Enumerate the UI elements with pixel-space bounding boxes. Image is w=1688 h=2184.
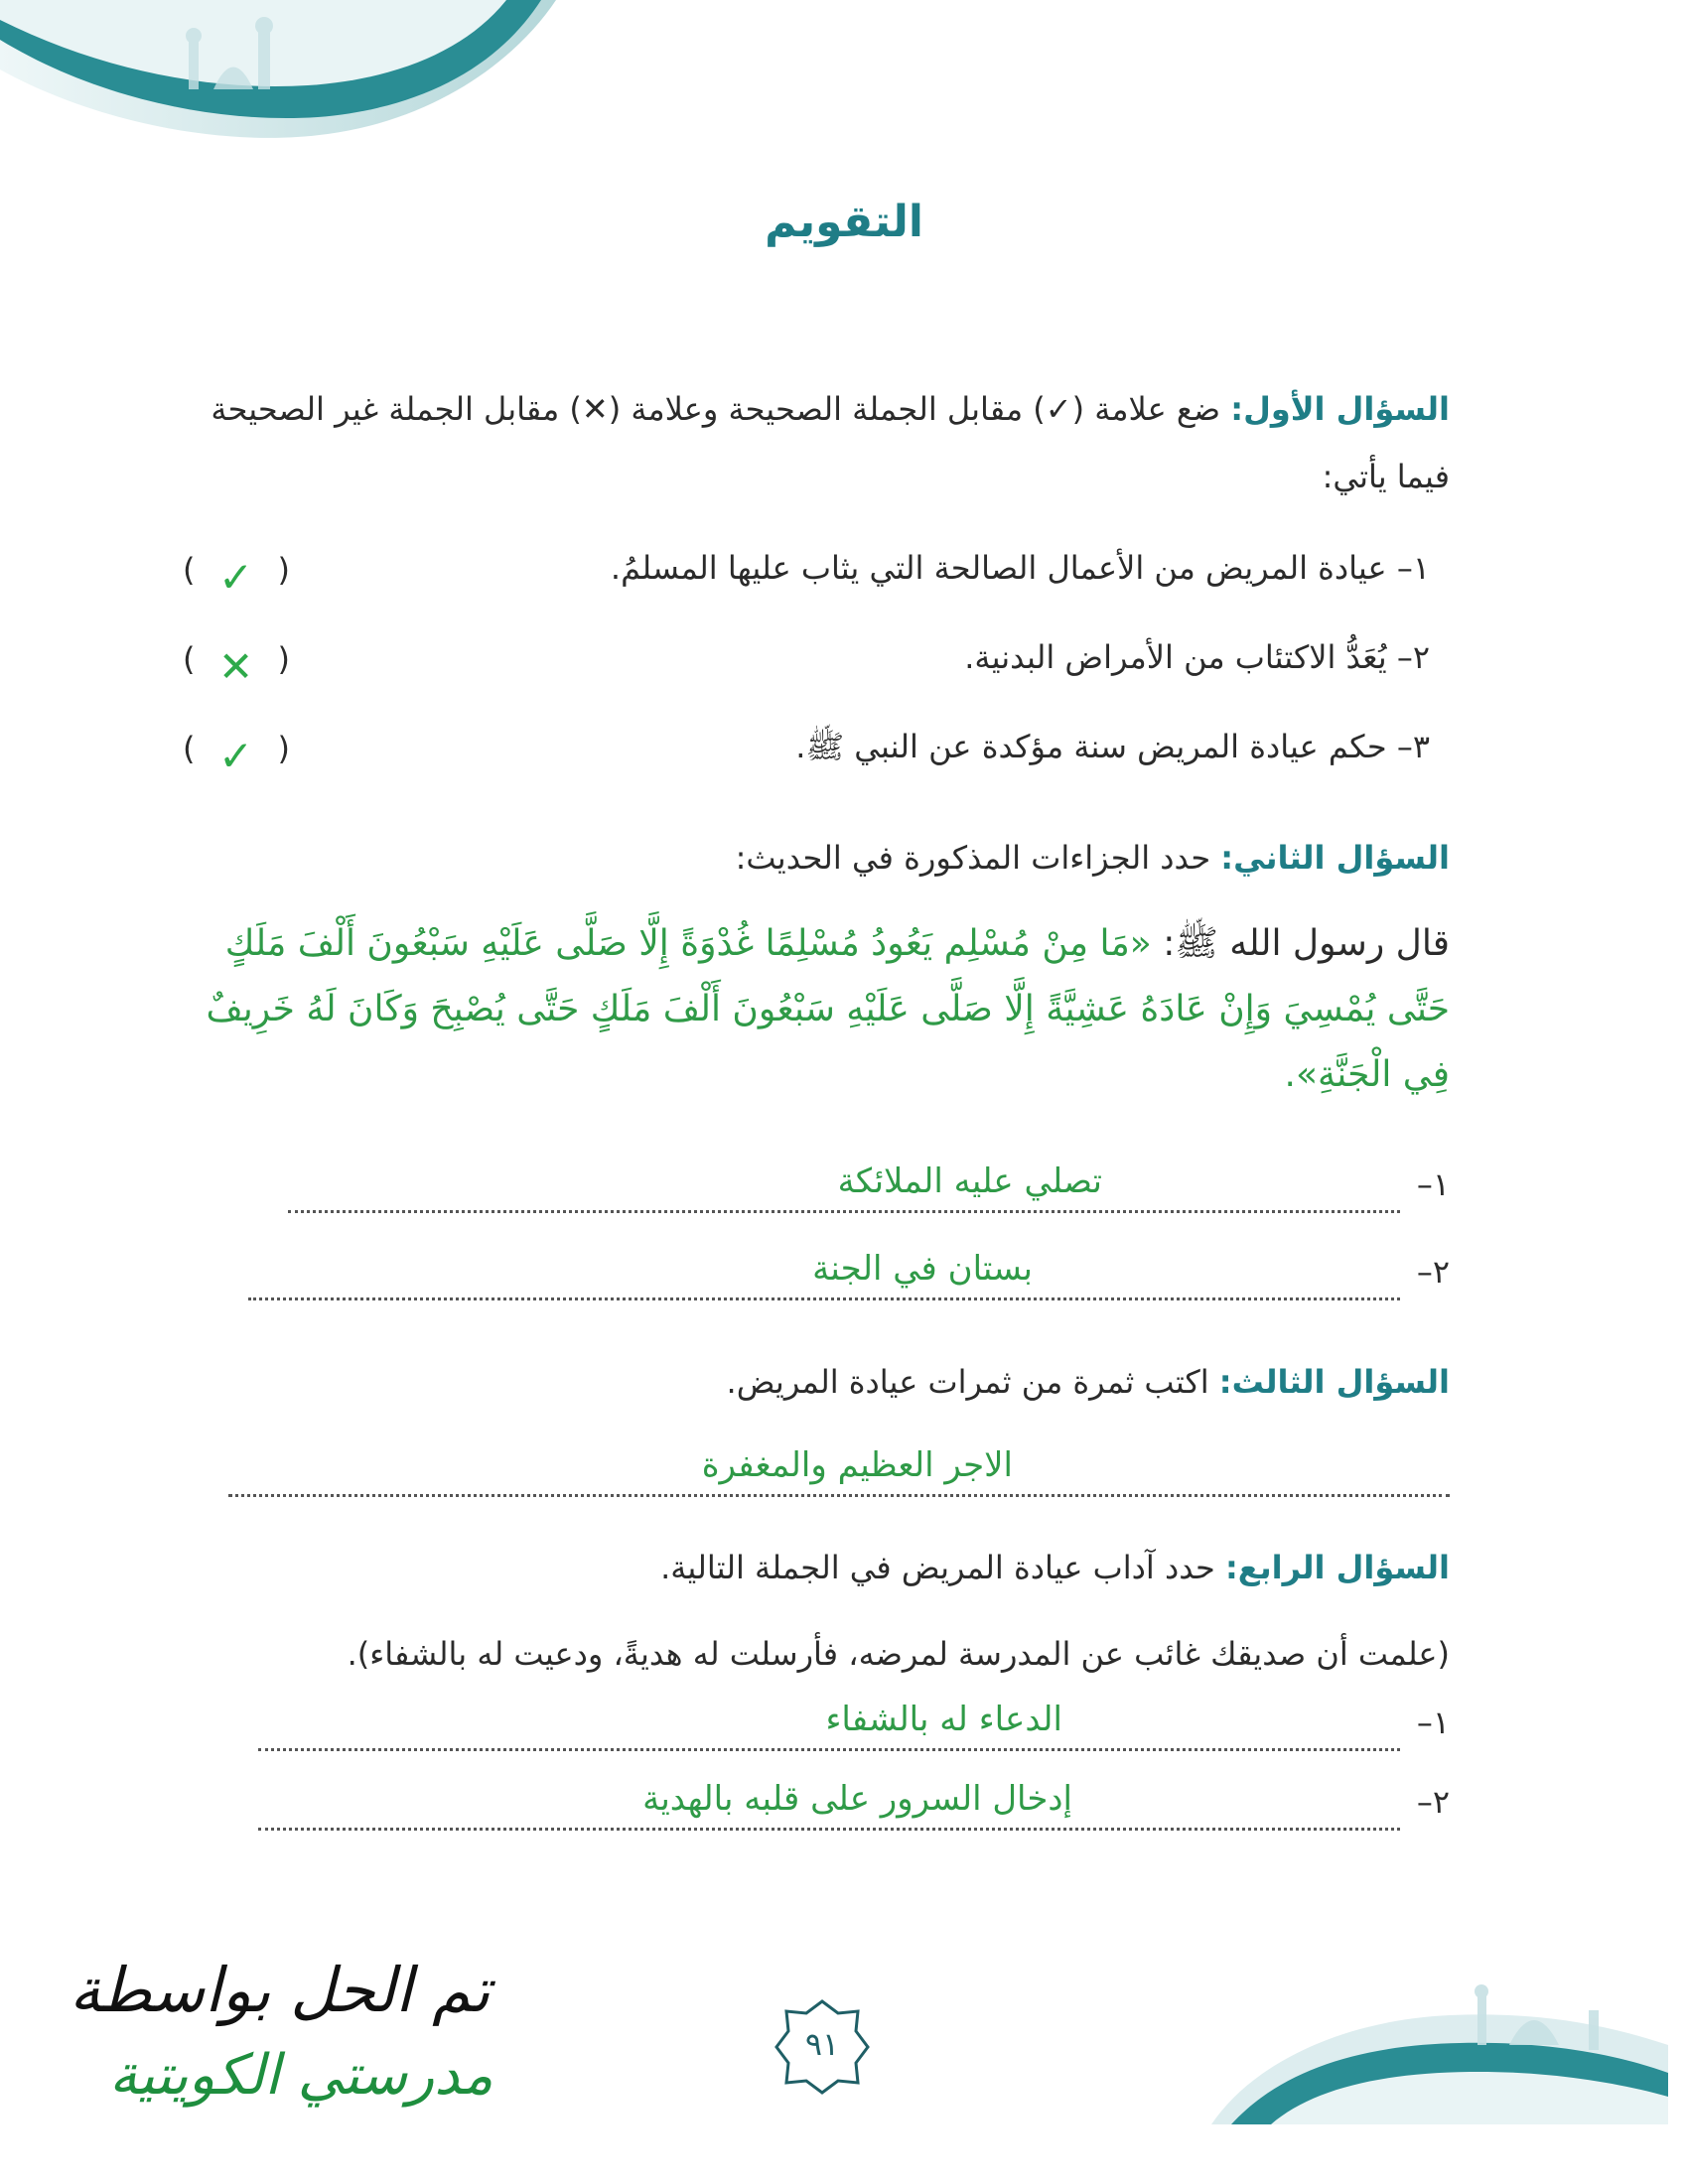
check-icon: ✓ bbox=[218, 553, 254, 602]
q4-label: السؤال الرابع: bbox=[1224, 1549, 1450, 1586]
q3-label: السؤال الثالث: bbox=[1218, 1363, 1450, 1401]
q1-item-3: ٣– حكم عيادة المريض سنة مؤكدة عن النبي ﷺ. bbox=[795, 728, 1430, 765]
q1-item-1-mark: ( ✓ ) bbox=[183, 551, 290, 602]
q3-text: اكتب ثمرة من ثمرات عيادة المريض. bbox=[726, 1363, 1209, 1401]
hadith-text: «مَا مِنْ مُسْلِم يَعُودُ مُسْلِمًا غُدْوَةً إِلَّا صَلَّى عَلَيْهِ سَبْعُونَ أَلْفَ مَلَكٍ حَتَّى يُمْسِيَ وَإِنْ عَادَهُ عَشِيَّةً إِلَّا صَلَّى عَلَيْهِ سَبْعُونَ أَلْفَ مَلَكٍ حَتَّى يُصْبِحَ وَكَانَ لَهُ خَرِيفٌ فِي الْجَنَّةِ». bbox=[206, 923, 1450, 1095]
q1-item-2: ٢– يُعَدُّ الاكتئاب من الأمراض البدنية. bbox=[964, 638, 1430, 676]
page-number: ٩١ bbox=[804, 2025, 840, 2063]
q2-label: السؤال الثاني: bbox=[1220, 839, 1450, 877]
q2-answer-1-text: تصلي عليه الملائكة bbox=[837, 1161, 1102, 1201]
q3-answer bbox=[228, 1445, 1450, 1505]
page-title: التقويم bbox=[765, 197, 923, 247]
hadith-block bbox=[189, 911, 1450, 1108]
bottom-banner-decoration bbox=[1211, 1976, 1668, 2124]
q2-answer-2-text: بستان في الجنة bbox=[812, 1249, 1033, 1289]
q1-item-1: ١– عيادة المريض من الأعمال الصالحة التي يثاب عليها المسلمُ. bbox=[610, 549, 1430, 587]
q1-item-3-mark: ( ✓ ) bbox=[183, 730, 290, 780]
hadith-intro: قال رسول الله ﷺ: bbox=[1163, 923, 1450, 964]
page-number-badge bbox=[773, 1997, 872, 2097]
q4-answer-2: ٢– إدخال السرور على قلبه بالهدية bbox=[228, 1779, 1450, 1839]
top-banner-decoration bbox=[0, 0, 556, 199]
watermark-line-1: تم الحل بواسطة bbox=[70, 1954, 491, 2026]
q4-answer-2-text: إدخال السرور على قلبه بالهدية bbox=[642, 1779, 1072, 1819]
q2-text: حدد الجزاءات المذكورة في الحديث: bbox=[735, 839, 1211, 877]
q2-answer-2: ٢– بستان في الجنة bbox=[218, 1249, 1450, 1308]
cross-icon: ✕ bbox=[218, 642, 254, 691]
q1-item-2-mark: ( ✕ ) bbox=[183, 640, 290, 691]
q4-text: حدد آداب عيادة المريض في الجملة التالية. bbox=[660, 1549, 1215, 1586]
q2-answer-1: ١– تصلي عليه الملائكة bbox=[258, 1161, 1450, 1221]
q1-prompt bbox=[199, 375, 1450, 510]
q4-prompt bbox=[199, 1534, 1450, 1601]
q4-answer-1: ١– الدعاء له بالشفاء bbox=[228, 1700, 1450, 1759]
q3-answer-text: الاجر العظيم والمغفرة bbox=[701, 1445, 1013, 1485]
q2-prompt bbox=[199, 824, 1450, 891]
q3-prompt bbox=[199, 1348, 1450, 1416]
q1-label: السؤال الأول: bbox=[1230, 390, 1450, 428]
check-icon: ✓ bbox=[218, 732, 254, 780]
watermark-line-2: مدرستي الكويتية bbox=[109, 2043, 493, 2108]
q4-answer-1-text: الدعاء له بالشفاء bbox=[825, 1700, 1062, 1739]
q1-text: ضع علامة (✓) مقابل الجملة الصحيحة وعلامة (✕) مقابل الجملة غير الصحيحة فيما يأتي: bbox=[211, 390, 1450, 495]
q4-scenario: (علمت أن صديقك غائب عن المدرسة لمرضه، فأرسلت له هديةً، ودعيت له بالشفاء). bbox=[347, 1635, 1450, 1673]
